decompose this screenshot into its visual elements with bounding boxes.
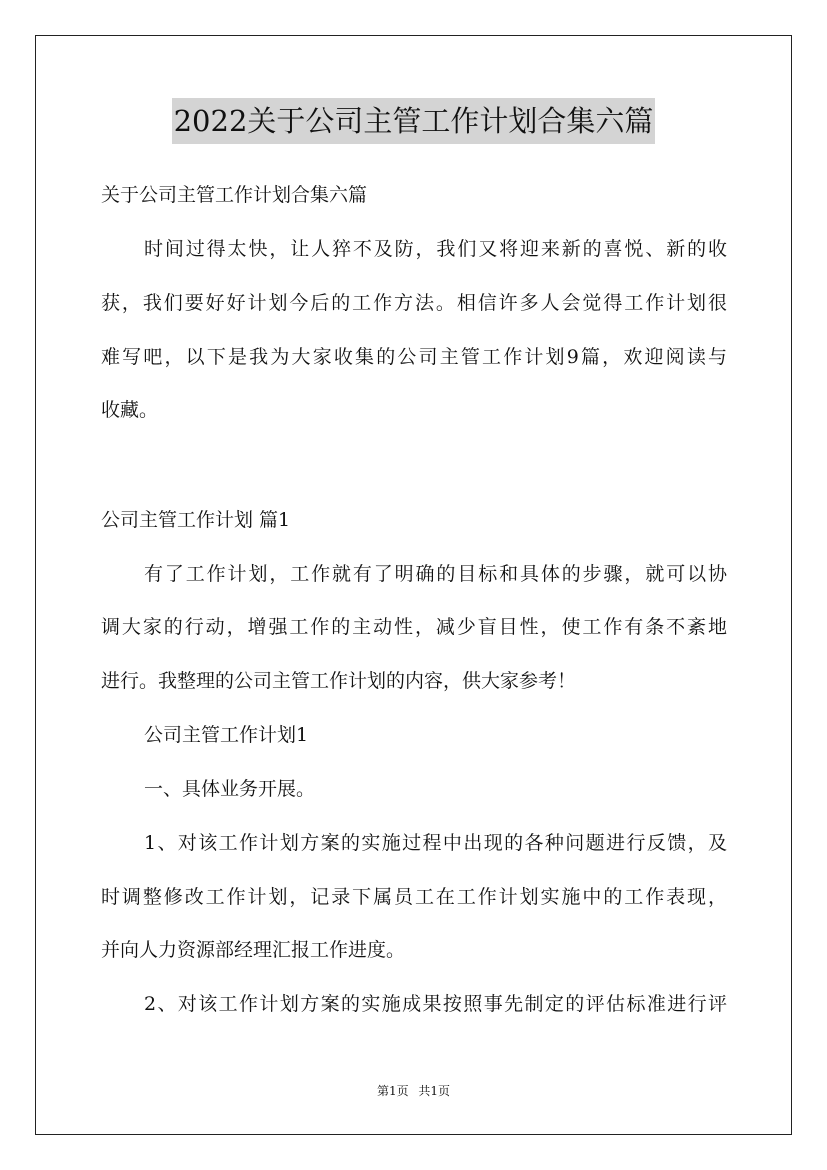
document-title: 2022关于公司主管工作计划合集六篇 — [172, 98, 656, 144]
document-subtitle: 关于公司主管工作计划合集六篇 — [101, 184, 368, 206]
intro-line: 获，我们要好好计划今后的工作方法。相信许多人会觉得工作计划很 — [101, 292, 727, 314]
item-line: 1、对该工作计划方案的实施过程中出现的各种问题进行反馈，及 — [144, 832, 727, 854]
section-intro-line: 调大家的行动，增强工作的主动性，减少盲目性，使工作有条不紊地 — [101, 616, 727, 638]
intro-line: 收藏。 — [101, 399, 159, 421]
intro-line: 难写吧，以下是我为大家收集的公司主管工作计划9篇，欢迎阅读与 — [101, 346, 727, 368]
section-heading: 公司主管工作计划 篇1 — [101, 509, 291, 531]
item-line: 时调整修改工作计划，记录下属员工在工作计划实施中的工作表现， — [101, 886, 727, 908]
item-line: 并向人力资源部经理汇报工作进度。 — [101, 939, 406, 961]
item-heading: 一、具体业务开展。 — [144, 778, 316, 800]
section-intro-line: 进行。我整理的公司主管工作计划的内容，供大家参考！ — [101, 670, 577, 692]
intro-line: 时间过得太快，让人猝不及防，我们又将迎来新的喜悦、新的收 — [144, 238, 727, 260]
item-line: 2、对该工作计划方案的实施成果按照事先制定的评估标准进行评 — [144, 993, 727, 1015]
section-intro-line: 有了工作计划，工作就有了明确的目标和具体的步骤，就可以协 — [144, 563, 727, 585]
page-footer — [0, 1083, 827, 1099]
title-container — [0, 98, 827, 144]
plan-title: 公司主管工作计划1 — [144, 724, 309, 746]
page-total: 共1页 — [418, 1084, 451, 1098]
page-number: 第1页 — [376, 1084, 409, 1098]
